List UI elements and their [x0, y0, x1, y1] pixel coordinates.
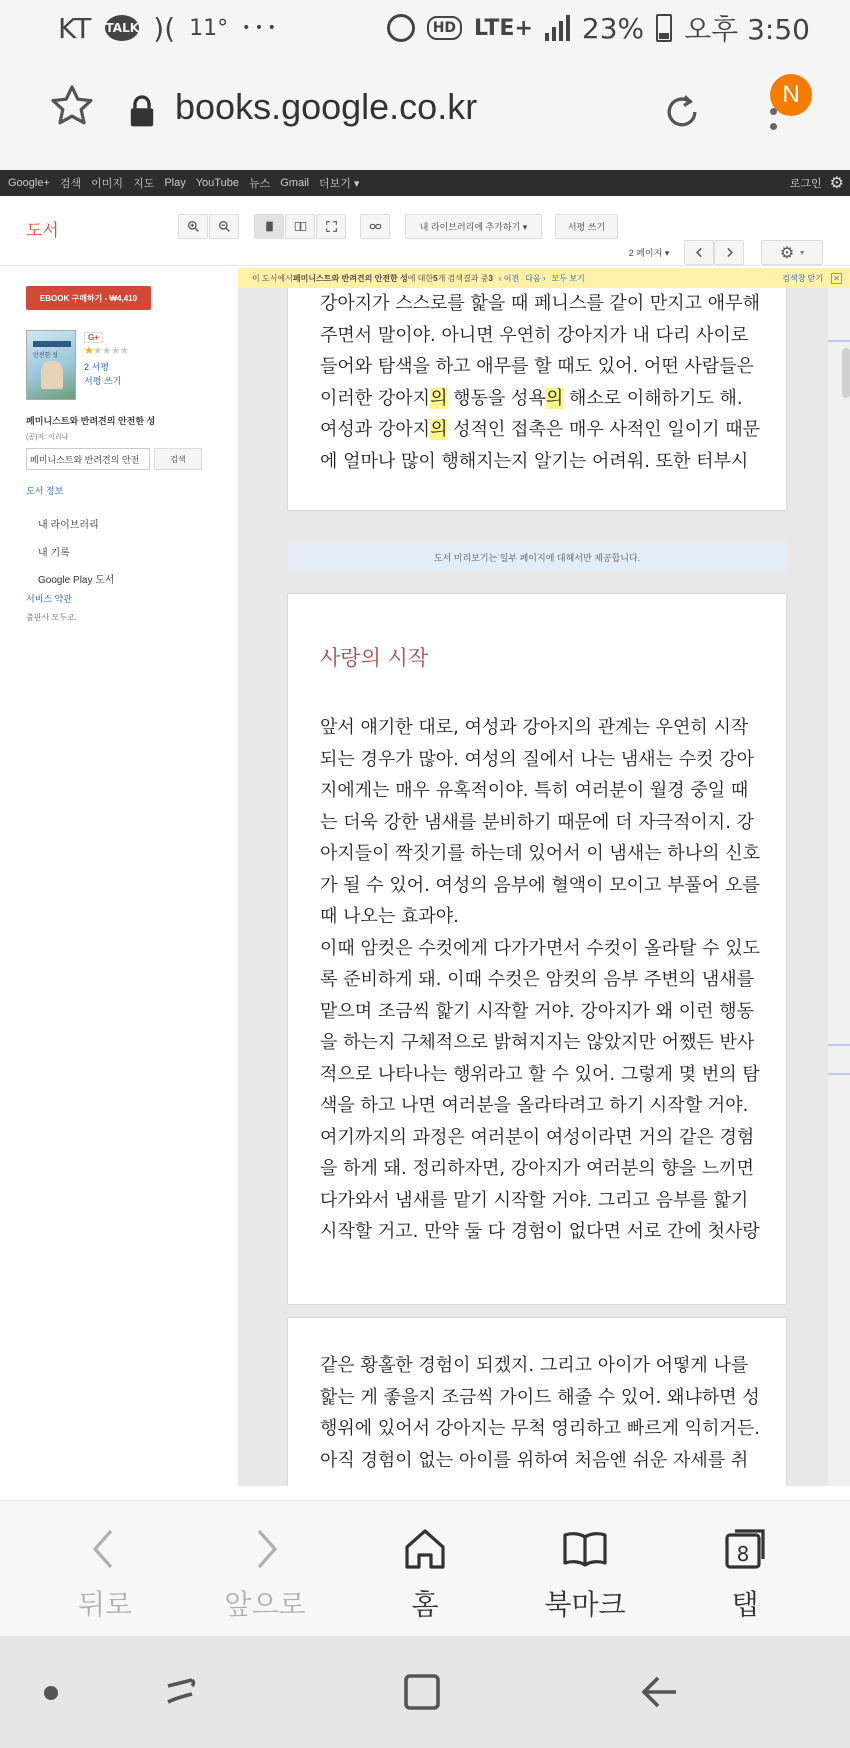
publisher-label: 출판사 모두코.	[26, 613, 77, 622]
close-search-link[interactable]: 검색창 닫기	[782, 273, 823, 283]
reader-scrollbar[interactable]	[828, 288, 850, 1486]
text-line	[320, 351, 760, 383]
text-line: 색을 하고 나면 여러분을 올라타려고 하기 시작할 거야.	[320, 1095, 749, 1116]
forward-button[interactable]	[180, 1501, 350, 1637]
text-line: 는 더욱 강한 냄새를 분비하기 때문에 더 자극적이지. 강	[320, 811, 755, 833]
gbar-link-images[interactable]: 이미지	[91, 178, 124, 190]
text-line: 을 하는지 구체적으로 밝혀지지는 않았지만 어쨌든 반사	[320, 1032, 755, 1053]
book-page-1	[288, 288, 786, 510]
chevron-left-icon	[81, 1525, 129, 1573]
text-line	[320, 320, 760, 352]
banner-query: 페미니스트와 반려견의 안전한 성	[292, 273, 408, 283]
in-book-search-input[interactable]: 페미니스트와 반려견의 안전	[26, 448, 150, 470]
text-line: 적으로 나타나는 행위라고 할 수 있어. 그렇게 몇 번의 탐	[320, 1063, 760, 1085]
text-line: 아직 경험이 없는 아이를 위하여 처음엔 쉬운 자세를 취	[320, 1449, 749, 1471]
chevron-down-icon: ▾	[800, 248, 805, 257]
text-line: 록 준비하게 돼. 이때 수컷은 암컷의 음부 주변의 냄새를	[320, 969, 755, 990]
carrier-label: KT	[58, 11, 92, 45]
tabs-button[interactable]	[660, 1501, 830, 1637]
text-line: 행위에 있어서 강아지는 무척 영리하고 빠르게 익히거든.	[320, 1418, 760, 1439]
back-button[interactable]	[20, 1501, 190, 1637]
zoom-in-icon	[187, 220, 200, 233]
two-page-view-button[interactable]	[285, 214, 315, 239]
search-result-banner	[238, 268, 850, 288]
search-highlight: 의	[430, 387, 448, 409]
text-line: 을 하게 돼. 정리하자면, 강아지가 여러분의 향을 느끼면	[320, 1158, 755, 1179]
preview-notice: 도서 미리보기는 일부 페이지에 대해서만 제공합니다.	[288, 542, 786, 572]
text-line: 앞서 얘기한 대로, 여성과 강아지의 관계는 우연히 시작	[320, 717, 749, 738]
lte-icon: LTE+	[474, 15, 533, 41]
fullscreen-icon	[325, 220, 338, 233]
chevron-right-icon	[241, 1525, 289, 1573]
bookmarks-button[interactable]	[500, 1501, 670, 1637]
show-all-results-link[interactable]: 모두 보기	[551, 273, 585, 283]
browser-menu-icon[interactable]	[770, 108, 780, 138]
book-info-link[interactable]: 도서 정보	[26, 486, 64, 496]
url-text[interactable]: books.google.co.kr	[175, 86, 478, 127]
banner-middle: 에 대한	[407, 273, 434, 283]
next-page-button[interactable]	[714, 240, 744, 265]
gbar-link-news[interactable]: 뉴스	[248, 178, 271, 190]
zoom-out-button[interactable]	[209, 214, 239, 239]
text-line: 핥는 게 좋을지 조금씩 가이드 해줄 수 있어. 왜냐하면 성	[320, 1386, 760, 1408]
more-notifications-icon: • • •	[242, 20, 276, 36]
prev-page-button[interactable]	[684, 240, 714, 265]
sidebar-item-my-history[interactable]: 내 기록	[38, 548, 70, 559]
google-plus-button[interactable]: G+	[84, 332, 103, 343]
back-label: 뒤로	[77, 1588, 133, 1621]
sidebar-item-my-library[interactable]: 내 라이브러리	[38, 520, 99, 531]
reader-settings-button[interactable]	[761, 240, 823, 265]
tab-count: 8	[736, 1542, 750, 1566]
book-page-3	[288, 1318, 786, 1486]
login-link[interactable]: 로그인	[789, 178, 822, 190]
weather-icon: )(	[153, 11, 176, 45]
tabs-icon	[721, 1525, 769, 1573]
text-line: 가 될 수 있어. 여성의 음부에 혈액이 모이고 부풀어 오를	[320, 874, 760, 896]
in-book-search-button[interactable]: 검색	[154, 448, 202, 470]
book-title: 페미니스트와 반려견의 안전한 성	[26, 416, 156, 426]
book-cover-image[interactable]	[26, 330, 76, 400]
books-toolbar	[0, 196, 850, 266]
link-button[interactable]	[360, 214, 390, 239]
scroll-marker	[828, 340, 850, 342]
text-segment: 주면서 말이야. 아니면 우연히 강아지가 내 다리 사이로	[320, 324, 749, 346]
text-line	[320, 414, 760, 446]
scroll-thumb[interactable]	[842, 348, 850, 398]
banner-current: 3	[488, 273, 493, 283]
browser-url-bar	[0, 56, 850, 170]
alarm-icon	[387, 14, 415, 42]
text-line: 다가와서 냄새를 맡기 시작할 거야. 그리고 음부를 핥기	[320, 1189, 749, 1211]
page-2-text	[320, 712, 760, 1248]
google-top-bar	[0, 170, 850, 196]
fullscreen-button[interactable]	[316, 214, 346, 239]
reload-icon[interactable]	[660, 90, 704, 134]
text-line	[320, 446, 760, 478]
zoom-in-button[interactable]	[178, 214, 208, 239]
text-line: 때 나오는 효과야.	[320, 906, 459, 927]
text-segment: 에 얼마나 많이 행해지는지 알기는 어려워. 또한 터부시	[320, 450, 749, 472]
text-line: 되는 경우가 많아. 여성의 질에서 나는 냄새는 수컷 강아	[320, 748, 755, 770]
text-line	[320, 383, 760, 415]
page-1-text	[320, 288, 760, 477]
book-reader-viewport[interactable]	[238, 288, 828, 1486]
buy-ebook-button[interactable]: EBOOK 구매하기 - ₩4,410	[26, 286, 151, 310]
banner-count: 5	[433, 273, 438, 283]
page-mode-dropdown[interactable]: 2 페이지 ▾	[618, 240, 680, 265]
book-author: (공)저: 이리나	[26, 434, 69, 441]
home-button[interactable]	[340, 1501, 510, 1637]
text-line: 아지들이 짝짓기를 하는데 있어서 이 냄새는 하나의 신호	[320, 843, 760, 864]
rating-stars: ★★★★★	[84, 345, 129, 357]
book-sidebar	[0, 266, 238, 1486]
forward-label: 앞으로	[224, 1588, 306, 1621]
text-line: 맡으며 조금씩 핥기 시작할 거야. 강아지가 왜 이런 행동	[320, 1000, 755, 1022]
books-title[interactable]: 도서	[26, 221, 59, 240]
add-to-library-button[interactable]: 내 라이브러리에 추가하기 ▾	[405, 214, 542, 239]
weather-temp: 11°	[189, 15, 229, 41]
gear-icon: ⚙	[779, 244, 795, 262]
hd-voice-icon: HD	[427, 16, 462, 40]
chevron-left-icon	[693, 246, 706, 259]
sidebar-item-play-books[interactable]: Google Play 도서	[38, 575, 115, 586]
battery-percent: 23%	[581, 11, 645, 45]
single-page-view-button[interactable]	[254, 214, 284, 239]
battery-icon	[656, 14, 672, 42]
text-line: 여기까지의 과정은 여러분이 여성이라면 거의 같은 경험	[320, 1126, 755, 1148]
nav-dot-icon[interactable]	[44, 1686, 58, 1700]
text-segment: 성적인 접촉은 매우 사적인 일이기 때문	[447, 419, 760, 440]
search-highlight: 의	[545, 387, 564, 409]
banner-prefix: 이 도서에서	[252, 273, 293, 283]
write-review-link[interactable]: 서평 쓰기	[84, 376, 122, 386]
settings-gear-icon[interactable]: ⚙	[829, 175, 844, 192]
text-segment: 행동을 성욕	[447, 387, 546, 409]
bookmark-star-icon[interactable]	[48, 82, 96, 130]
prev-result-link[interactable]: ‹ 이전	[498, 273, 520, 283]
text-segment: 이러한 강아지	[320, 387, 431, 409]
gbar-link-more[interactable]: 더보기 ▾	[318, 178, 360, 190]
recent-apps-icon[interactable]	[160, 1668, 208, 1716]
lock-icon	[128, 94, 156, 128]
text-line: 같은 황홀한 경험이 되겠지. 그리고 아이가 어떻게 나를	[320, 1355, 749, 1376]
home-square-icon[interactable]	[398, 1668, 446, 1716]
two-page-icon	[294, 220, 307, 233]
scroll-marker	[828, 1044, 850, 1046]
gbar-link-maps[interactable]: 지도	[133, 178, 155, 190]
tabs-label: 탭	[731, 1588, 759, 1621]
page-3-text	[320, 1350, 760, 1476]
home-icon	[401, 1525, 449, 1573]
gbar-link-play[interactable]: Play	[164, 177, 186, 189]
next-result-link[interactable]: 다음 ›	[525, 273, 546, 283]
book-page-2	[288, 594, 786, 1304]
bookmarks-label: 북마크	[544, 1588, 626, 1621]
gbar-link-gmail[interactable]: Gmail	[280, 177, 309, 189]
clock: 오후 3:50	[684, 13, 810, 46]
search-highlight: 의	[430, 419, 448, 440]
text-segment: 여성과 강아지	[320, 419, 431, 440]
back-arrow-icon[interactable]	[636, 1668, 684, 1716]
cover-title: 안전한 성	[33, 353, 58, 359]
text-line	[320, 288, 760, 320]
zoom-out-icon	[218, 220, 231, 233]
home-label: 홈	[411, 1588, 439, 1621]
chevron-right-icon	[723, 246, 736, 259]
gbar-link-search[interactable]: 검색	[59, 178, 82, 190]
android-nav-bar	[0, 1636, 850, 1748]
text-line: 이때 암컷은 수컷에게 다가가면서 수컷이 올라탈 수 있도	[320, 937, 760, 959]
browser-bottom-nav	[0, 1500, 850, 1636]
close-icon[interactable]: ✕	[831, 273, 842, 284]
profile-avatar[interactable]: N	[770, 74, 812, 116]
text-line: 지에게는 매우 유혹적이야. 특히 여러분이 월경 중일 때	[320, 780, 749, 801]
text-segment: 해소로 이해하기도 해.	[563, 387, 743, 409]
link-icon	[369, 220, 382, 233]
kakaotalk-icon: TALK	[105, 15, 139, 41]
bookmarks-book-icon	[561, 1525, 609, 1573]
single-page-icon	[263, 220, 276, 233]
review-count-link[interactable]: 2 서평	[84, 362, 109, 372]
gbar-link-google-plus[interactable]: Google+	[8, 177, 50, 189]
status-bar	[0, 0, 850, 56]
chapter-title: 사랑의 시작	[320, 646, 429, 670]
text-segment: 들어와 탐색을 하고 애무를 할 때도 있어. 어떤 사람들은	[320, 356, 755, 377]
terms-link[interactable]: 서비스 약관	[26, 594, 72, 604]
text-line: 시작할 거고. 만약 둘 다 경험이 없다면 서로 간에 첫사랑	[320, 1221, 760, 1242]
signal-icon	[545, 15, 570, 41]
text-segment: 강아지가 스스로를 핥을 때 페니스를 같이 만지고 애무해	[320, 293, 760, 314]
gbar-link-youtube[interactable]: YouTube	[195, 177, 239, 189]
write-review-button[interactable]: 서평 쓰기	[555, 214, 618, 239]
banner-suffix: 개 검색결과 중	[437, 273, 489, 283]
scroll-marker	[828, 1073, 850, 1075]
